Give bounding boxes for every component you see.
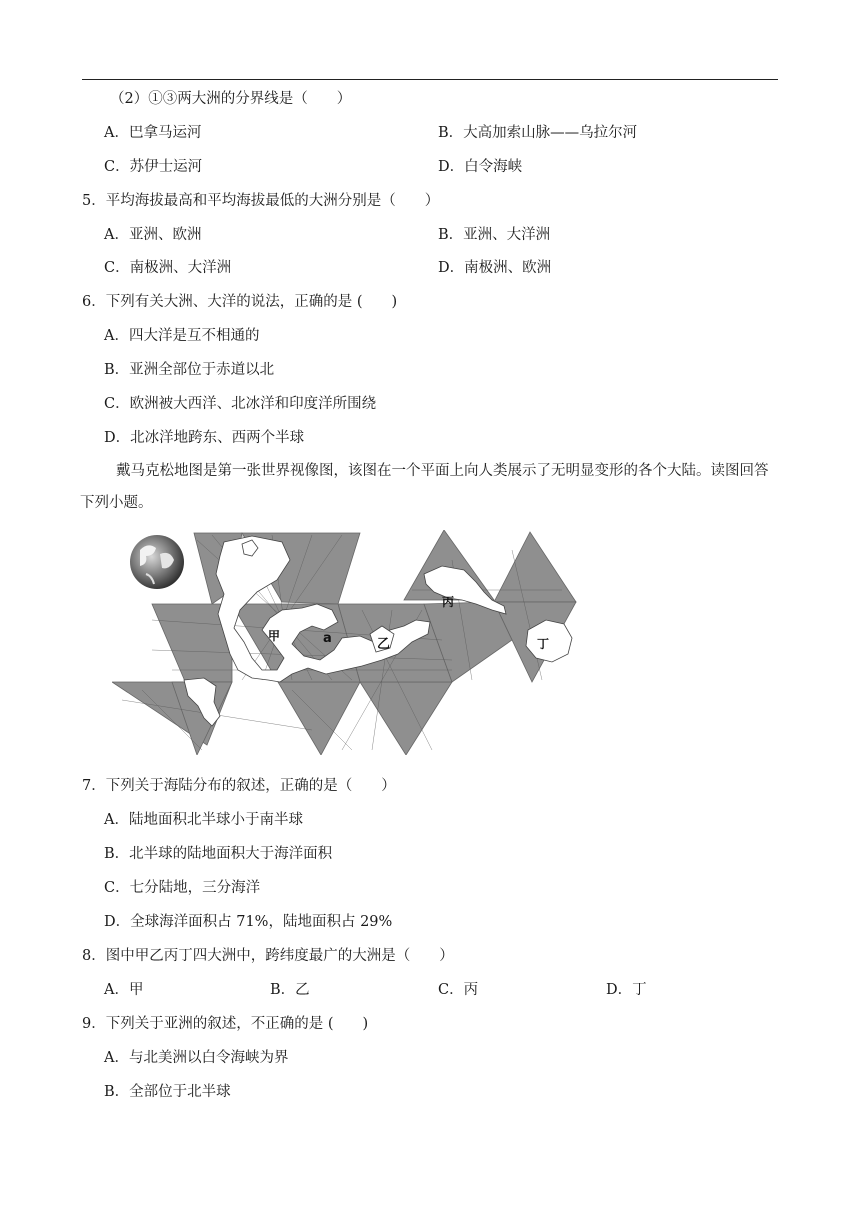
q7-option-a[interactable]: A．陆地面积北半球小于南半球 [104, 812, 303, 828]
q8-option-d[interactable]: D．丁 [606, 982, 647, 998]
q8-option-a[interactable]: A．甲 [104, 982, 144, 998]
q8-stem: 8．图中甲乙丙丁四大洲中，跨纬度最广的大洲是（ ） [82, 948, 454, 964]
q7-option-d[interactable]: D．全球海洋面积占 71%，陆地面积占 29% [104, 914, 393, 930]
label-ding: 丁 [537, 637, 550, 651]
q5-option-a[interactable]: A．亚洲、欧洲 [104, 227, 202, 243]
q8-option-b[interactable]: B．乙 [270, 982, 310, 998]
q4-2-option-b[interactable]: B．大高加索山脉——乌拉尔河 [438, 125, 638, 141]
q6-stem: 6．下列有关大洲、大洋的说法，正确的是 ( ) [82, 294, 398, 310]
q7-option-c[interactable]: C．七分陆地，三分海洋 [104, 880, 261, 896]
q4-2-stem: （2）①③两大洲的分界线是（ ） [110, 91, 352, 107]
q5-option-b[interactable]: B．亚洲、大洋洲 [438, 227, 551, 243]
dymaxion-map-figure [112, 530, 578, 755]
q4-2-option-a[interactable]: A．巴拿马运河 [104, 125, 202, 141]
q4-2-option-c[interactable]: C．苏伊士运河 [104, 159, 203, 175]
q8-option-c[interactable]: C．丙 [438, 982, 479, 998]
q6-option-a[interactable]: A．四大洋是互不相通的 [104, 328, 260, 344]
q6-option-c[interactable]: C．欧洲被大西洋、北冰洋和印度洋所围绕 [104, 396, 377, 412]
label-yi: 乙 [377, 637, 391, 652]
q7-stem: 7．下列关于海陆分布的叙述，正确的是（ ） [82, 778, 396, 794]
label-a: a [323, 631, 332, 646]
q9-stem: 9．下列关于亚洲的叙述，不正确的是 ( ) [82, 1016, 369, 1032]
q5-option-d[interactable]: D．南极洲、欧洲 [438, 260, 552, 276]
header-rule [82, 79, 778, 80]
label-jia: 甲 [268, 629, 281, 643]
globe-icon [130, 535, 184, 589]
q9-option-a[interactable]: A．与北美洲以白令海峡为界 [104, 1050, 289, 1066]
q6-option-d[interactable]: D．北冰洋地跨东、西两个半球 [104, 430, 305, 446]
q5-option-c[interactable]: C．南极洲、大洋洲 [104, 260, 232, 276]
q6-option-b[interactable]: B．亚洲全部位于赤道以北 [104, 362, 275, 378]
q7-option-b[interactable]: B．北半球的陆地面积大于海洋面积 [104, 846, 333, 862]
dymaxion-map-svg [112, 530, 578, 755]
q5-stem: 5．平均海拔最高和平均海拔最低的大洲分别是（ ） [82, 193, 440, 209]
q4-2-option-d[interactable]: D．白令海峡 [438, 159, 523, 175]
label-bing: 丙 [442, 595, 455, 609]
q9-option-b[interactable]: B．全部位于北半球 [104, 1084, 231, 1100]
intro-paragraph: 戴马克松地图是第一张世界视像图，该图在一个平面上向人类展示了无明显变形的各个大陆。读图回答下列小题。 [80, 463, 769, 511]
